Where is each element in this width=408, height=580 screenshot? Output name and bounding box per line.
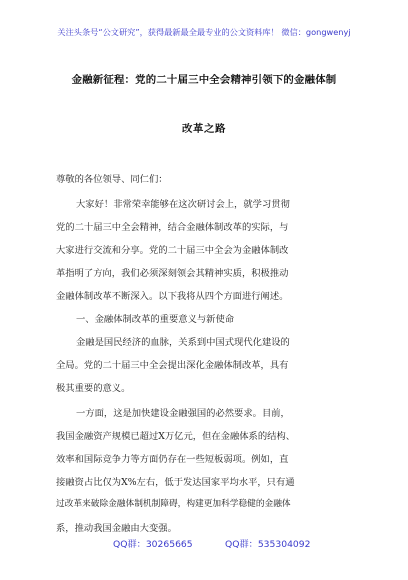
body-line: 我国金融资产规模已超过X万亿元，但在金融体系的结构、 xyxy=(56,431,296,442)
body-line: 效率和国际竞争力等方面仍存在一些短板弱项。例如，直 xyxy=(56,454,289,465)
section-heading: 一、金融体制改革的重要意义与新使命 xyxy=(76,314,235,325)
body-line: 极其重要的意义。 xyxy=(56,383,131,394)
body-line: 革指明了方向，我们必须深刻领会其精神实质，积极推动 xyxy=(56,268,289,279)
body-line: 金融体制改革不断深入。以下我将从四个方面进行阐述。 xyxy=(56,291,289,302)
document-title: 金融新征程：党的二十届三中全会精神引领下的金融体制 xyxy=(71,74,337,86)
body-line: 过改革来破除金融体制机制障碍，构建更加科学稳健的金融体 xyxy=(56,499,291,509)
salutation: 尊敬的各位领导、同仁们： xyxy=(56,174,168,185)
body-line: 一方面，这是加快建设金融强国的必然要求。目前， xyxy=(76,408,290,419)
body-line: 系，推动我国金融由大变强。 xyxy=(56,523,177,534)
footer-qq-group-2: QQ群：535304092 xyxy=(225,539,311,550)
body-line: 大家好！非常荣幸能够在这次研讨会上，就学习贯彻 xyxy=(76,199,290,210)
body-line: 全局。党的二十届三中全会提出深化金融体制改革，具有 xyxy=(56,360,289,371)
footer-qq-group-1: QQ群：30265665 xyxy=(113,539,193,550)
header-banner: 关注头条号“公文研究”，获得最新最全最专业的公文资料库！ 微信：gongwenyj xyxy=(57,27,351,37)
document-title-continued: 改革之路 xyxy=(182,123,226,135)
body-line: 党的二十届三中全会精神，结合金融体制改革的实际，与 xyxy=(56,222,289,233)
body-line: 金融是国民经济的血脉，关系到中国式现代化建设的 xyxy=(76,337,290,348)
body-line: 接融资占比仅为X%左右，低于发达国家平均水平，只有通 xyxy=(56,477,295,488)
body-line: 大家进行交流和分享。党的二十届三中全会为金融体制改 xyxy=(56,245,289,256)
